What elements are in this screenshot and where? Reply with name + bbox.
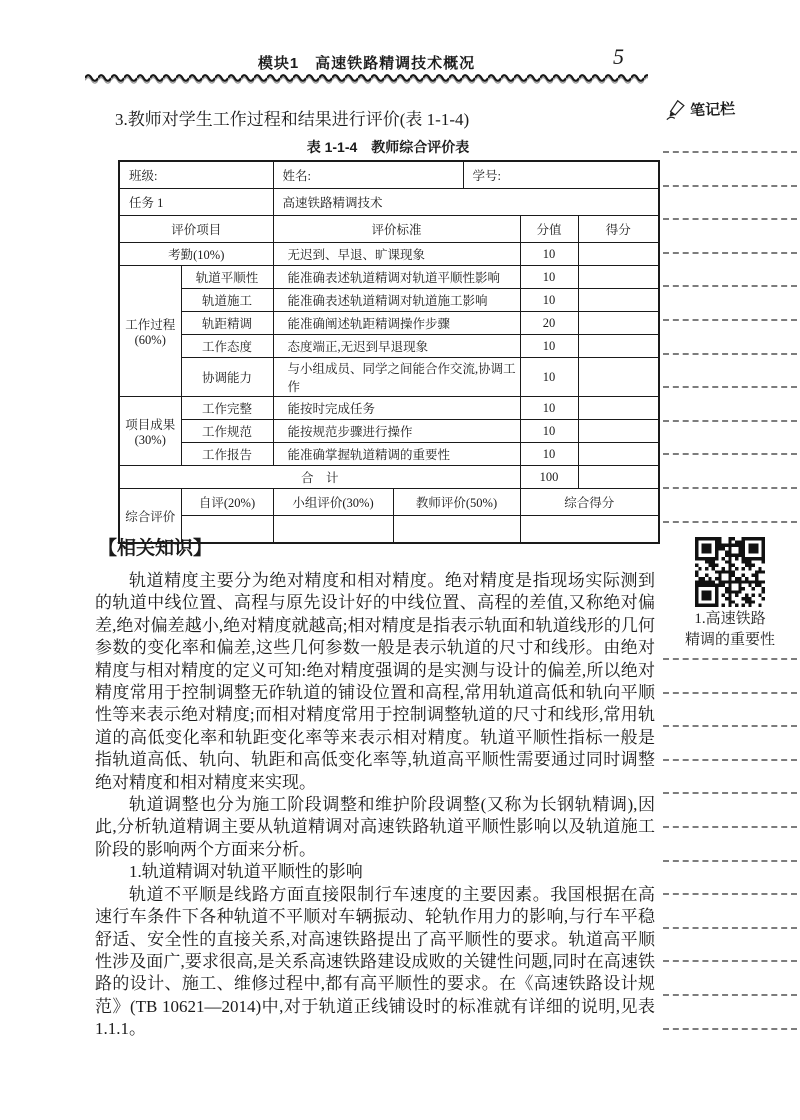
table-row [119,161,659,189]
cell-attendance-score: 10 [520,243,578,266]
cell-student-id-label: 学号: [463,161,659,189]
col-header-item: 评价项目 [119,216,273,243]
pen-icon [665,98,688,121]
cell-got [578,443,659,466]
table-row-total [119,466,659,489]
cell-item: 工作报告 [181,443,273,466]
cell-score: 10 [520,420,578,443]
cell-item: 轨距精调 [181,312,273,335]
cell-score: 20 [520,312,578,335]
cell-overall-teacher: 教师评价(50%) [393,489,520,516]
paragraph-irregularity: 轨道不平顺是线路方面直接限制行车速度的主要因素。我国根据在高速行车条件下各种轨道不平顺对车辆振动、轮轨作用力的影响,与行车平稳舒适、安全性的直接关系,对高速铁路提出了高平顺性的要求。轨道高平顺性涉及面广,要求很高,是关系高速铁路建设成败的关键性问题,同时在高速铁路的设计、施工、维修过程中,都有高平顺性的要求。在《高速铁路设计规范》(TB 10621—2014)中,对于轨道正线铺设时的标准就有详细的说明,见表 1.1.1。 [95,884,655,1039]
cell-got [578,266,659,289]
cell-got [578,397,659,420]
table-row [119,266,659,289]
page-number: 5 [613,44,624,69]
cell-overall-self: 自评(20%) [181,489,273,516]
cell-criteria: 能按时完成任务 [273,397,520,420]
cell-task-name: 高速铁路精调技术 [273,189,659,216]
table-row [119,397,659,420]
cell-score: 10 [520,289,578,312]
cell-overall-group: 小组评价(30%) [273,489,393,516]
cell-score: 10 [520,443,578,466]
paragraph-adjust-stages: 轨道调整也分为施工阶段调整和维护阶段调整(又称为长钢轨精调),因此,分析轨道精调主要从轨道精调对高速铁路轨道平顺性影响以及轨道施工阶段的影响两个方面来分析。 [95,795,655,859]
step-3-text: 3.教师对学生工作过程和结果进行评价(表 1-1-4) [115,110,470,129]
cell-total-score: 100 [520,466,578,489]
table-row [119,335,659,358]
cell-item: 轨道平顺性 [181,266,273,289]
cell-criteria: 与小组成员、同学之间能合作交流,协调工作 [273,358,520,397]
notes-label: 笔记栏 [689,100,736,119]
qr-caption-line2: 精调的重要性 [684,632,775,648]
subheading-smoothness-impact: 1.轨道精调对轨道平顺性的影响 [129,862,363,882]
cell-total-got [578,466,659,489]
cell-got [578,420,659,443]
section-heading-knowledge: 【相关知识】 [98,538,213,559]
cell-overall-final: 综合得分 [520,489,659,516]
cell-overall-group-value [273,516,393,544]
cell-item: 工作态度 [181,335,273,358]
note-lines-bottom [663,658,797,1061]
cell-criteria: 能按规范步骤进行操作 [273,420,520,443]
cell-total-label: 合 计 [119,466,520,489]
table-caption: 表 1-1-4 教师综合评价表 [306,139,470,155]
table-row [119,189,659,216]
table-row [119,420,659,443]
cell-item: 轨道施工 [181,289,273,312]
main-column [85,0,658,1120]
table-row [119,312,659,335]
col-header-got: 得分 [578,216,659,243]
cell-score: 10 [520,335,578,358]
cell-attendance-criteria: 无迟到、早退、旷课现象 [273,243,520,266]
cell-score: 10 [520,266,578,289]
cell-score: 10 [520,358,578,397]
cell-criteria: 能准确掌握轨道精调的重要性 [273,443,520,466]
col-header-criteria: 评价标准 [273,216,520,243]
col-header-score: 分值 [520,216,578,243]
running-header-title: 模块1 高速铁路精调技术概况 [257,55,476,72]
cell-got [578,335,659,358]
notes-header [665,97,736,121]
table-row [119,443,659,466]
cell-task-no: 任务 1 [119,189,273,216]
cell-item: 工作规范 [181,420,273,443]
cell-got [578,289,659,312]
note-lines-top [663,151,797,554]
table-row-attendance [119,243,659,266]
cell-overall-teacher-value [393,516,520,544]
cell-criteria: 能准确阐述轨距精调操作步骤 [273,312,520,335]
qr-caption-line1: 1.高速铁路 [694,611,766,627]
notes-column [663,0,797,1120]
cell-got [578,312,659,335]
cell-outcome-group-label: 项目成果(30%) [119,397,181,466]
cell-attendance-got [578,243,659,266]
cell-attendance-item: 考勤(10%) [119,243,273,266]
cell-criteria: 能准确表述轨道精调对轨道平顺性影响 [273,266,520,289]
cell-item: 协调能力 [181,358,273,397]
cell-got [578,358,659,397]
cell-overall-final-value [520,516,659,544]
cell-overall-label: 综合评价 [119,489,181,544]
cell-name-label: 姓名: [273,161,463,189]
table-header-row [119,216,659,243]
paragraph-precision: 轨道精度主要分为绝对精度和相对精度。绝对精度是指现场实际测到的轨道中线位置、高程与原先设计好的中线位置、高程的差值,又称绝对偏差,绝对偏差越小,绝对精度就越高;相对精度是指表示轨面和轨道线形的几何参数的变化率和偏差,这些几何参数一般是表示轨道的尺寸和线形。由绝对精度与相对精度的定义可知:绝对精度强调的是实测与设计的偏差,所以绝对精度常用于控制调整无砟轨道的铺设位置和高程,常用轨道高低和轨向平顺性等来表示绝对精度;而相对精度常用于控制调整轨道的尺寸和线形,常用轨道的高低变化率和轨距变化率等来表示相对精度。轨道平顺性指标一般是指轨道高低、轨向、轨距和高低变化率等,轨道高平顺性需要通过同时调整绝对精度和相对精度来实现。 [95,571,655,792]
table-row [119,358,659,397]
cell-class-label: 班级: [119,161,273,189]
cell-item: 工作完整 [181,397,273,420]
cell-criteria: 态度端正,无迟到早退现象 [273,335,520,358]
table-row [119,289,659,312]
cell-score: 10 [520,397,578,420]
qr-block [663,537,797,651]
knowledge-body [95,570,655,1041]
qr-code [695,537,765,607]
table-row-overall-header [119,489,659,516]
teacher-evaluation-table [118,160,660,544]
cell-process-group-label: 工作过程(60%) [119,266,181,397]
cell-criteria: 能准确表述轨道精调对轨道施工影响 [273,289,520,312]
wavy-divider [85,72,648,86]
